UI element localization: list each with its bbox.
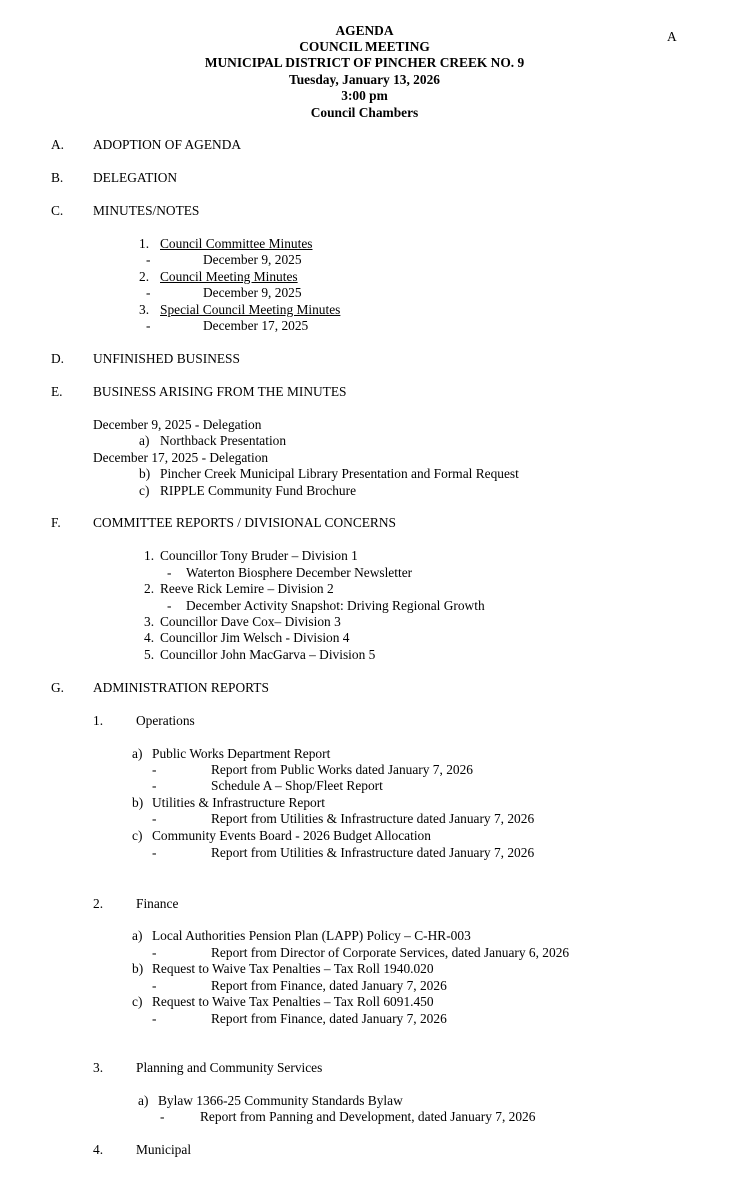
list-item-subtext: Report from Finance, dated January 7, 2026 — [211, 1011, 447, 1026]
minutes-item-link[interactable]: Special Council Meeting Minutes — [160, 302, 341, 317]
subsection-number: 4. — [93, 1142, 104, 1157]
list-item-text: Reeve Rick Lemire – Division 2 — [160, 581, 334, 596]
list-item-text: Local Authorities Pension Plan (LAPP) Policy – C-HR-003 — [152, 928, 471, 943]
list-item-text: Councillor Tony Bruder – Division 1 — [160, 548, 358, 563]
minutes-item-date: December 17, 2025 — [203, 318, 309, 333]
list-item-text: RIPPLE Community Fund Brochure — [160, 483, 357, 498]
header-line-date: Tuesday, January 13, 2026 — [289, 72, 440, 87]
list-item-label: c) — [132, 828, 143, 843]
list-item-number: 3. — [144, 614, 155, 629]
header-line-time: 3:00 pm — [341, 88, 388, 103]
subsection-title-operations: Operations — [136, 713, 195, 728]
subsection-number: 2. — [93, 896, 104, 911]
section-letter-d: D. — [51, 351, 65, 366]
page-corner-mark: A — [667, 29, 677, 44]
list-item-label: b) — [139, 466, 151, 481]
section-title-business-arising: BUSINESS ARISING FROM THE MINUTES — [93, 384, 347, 399]
section-title-delegation: DELEGATION — [93, 170, 178, 185]
section-title-minutes: MINUTES/NOTES — [93, 203, 200, 218]
list-item-subtext: Report from Finance, dated January 7, 2026 — [211, 978, 447, 993]
list-item-dash: - — [152, 1011, 157, 1026]
list-item-dash: - — [167, 565, 172, 580]
minutes-item-link[interactable]: Council Committee Minutes — [160, 236, 313, 251]
section-letter-e: E. — [51, 384, 63, 399]
minutes-item-number: 1. — [139, 236, 150, 251]
section-title-unfinished: UNFINISHED BUSINESS — [93, 351, 240, 366]
list-item-text: Community Events Board - 2026 Budget Allocation — [152, 828, 431, 843]
list-item-text: Pincher Creek Municipal Library Presentation and Formal Request — [160, 466, 519, 481]
minutes-item-dash: - — [146, 318, 151, 333]
list-item-dash: - — [167, 598, 172, 613]
list-item-subtext: Schedule A – Shop/Fleet Report — [211, 778, 383, 793]
list-item-dash: - — [160, 1109, 165, 1124]
header-line-meeting: COUNCIL MEETING — [299, 39, 430, 54]
minutes-item-dash: - — [146, 252, 151, 267]
minutes-item-dash: - — [146, 285, 151, 300]
subsection-number: 1. — [93, 713, 104, 728]
subsection-title-finance: Finance — [136, 896, 179, 911]
header-line-location: Council Chambers — [310, 105, 419, 120]
list-item-text: Councillor Jim Welsch - Division 4 — [160, 630, 350, 645]
list-item-dash: - — [152, 811, 157, 826]
list-item-text: Bylaw 1366-25 Community Standards Bylaw — [158, 1093, 403, 1108]
section-title-adoption: ADOPTION OF AGENDA — [93, 137, 242, 152]
list-item-number: 2. — [144, 581, 155, 596]
list-item-label: b) — [132, 961, 144, 976]
list-item-text: Councillor John MacGarva – Division 5 — [160, 647, 376, 662]
section-title-committee-reports: COMMITTEE REPORTS / DIVISIONAL CONCERNS — [93, 515, 396, 530]
list-item-text: Councillor Dave Cox– Division 3 — [160, 614, 341, 629]
list-item-subtext: Report from Public Works dated January 7, 2026 — [211, 762, 473, 777]
list-item-dash: - — [152, 945, 157, 960]
list-item-dash: - — [152, 762, 157, 777]
list-item-subtext: Report from Director of Corporate Services, dated January 6, 2026 — [211, 945, 570, 960]
section-letter-c: C. — [51, 203, 64, 218]
list-item-text: Request to Waive Tax Penalties – Tax Roll 6091.450 — [152, 994, 434, 1009]
list-item-number: 4. — [144, 630, 155, 645]
list-item-dash: - — [152, 845, 157, 860]
list-item-text: Northback Presentation — [160, 433, 287, 448]
list-item-text: Request to Waive Tax Penalties – Tax Roll 1940.020 — [152, 961, 434, 976]
minutes-item-date: December 9, 2025 — [203, 252, 302, 267]
list-item-number: 1. — [144, 548, 155, 563]
list-item-dash: - — [152, 978, 157, 993]
header-line-agenda: AGENDA — [335, 23, 394, 38]
delegation-group-heading: December 9, 2025 - Delegation — [93, 417, 262, 432]
section-title-administration: ADMINISTRATION REPORTS — [93, 680, 269, 695]
minutes-item-date: December 9, 2025 — [203, 285, 302, 300]
list-item-dash: - — [152, 778, 157, 793]
list-item-text: Utilities & Infrastructure Report — [152, 795, 325, 810]
minutes-item-link[interactable]: Council Meeting Minutes — [160, 269, 298, 284]
list-item-subtext: Report from Panning and Development, dated January 7, 2026 — [200, 1109, 536, 1124]
list-item-number: 5. — [144, 647, 155, 662]
list-item-label: a) — [132, 746, 143, 761]
list-item-subtext: December Activity Snapshot: Driving Regional Growth — [186, 598, 485, 613]
subsection-number: 3. — [93, 1060, 104, 1075]
section-letter-a: A. — [51, 137, 65, 152]
list-item-subtext: Waterton Biosphere December Newsletter — [186, 565, 413, 580]
list-item-label: c) — [132, 994, 143, 1009]
list-item-label: a) — [132, 928, 143, 943]
list-item-label: a) — [138, 1093, 149, 1108]
minutes-item-number: 3. — [139, 302, 150, 317]
section-letter-g: G. — [51, 680, 65, 695]
list-item-label: a) — [139, 433, 150, 448]
subsection-title-municipal: Municipal — [136, 1142, 192, 1157]
delegation-group-heading: December 17, 2025 - Delegation — [93, 450, 269, 465]
list-item-label: b) — [132, 795, 144, 810]
minutes-item-number: 2. — [139, 269, 150, 284]
list-item-subtext: Report from Utilities & Infrastructure dated January 7, 2026 — [211, 811, 535, 826]
header-line-municipality: MUNICIPAL DISTRICT OF PINCHER CREEK NO. 9 — [204, 55, 525, 70]
section-letter-b: B. — [51, 170, 64, 185]
section-letter-f: F. — [51, 515, 61, 530]
list-item-label: c) — [139, 483, 150, 498]
list-item-text: Public Works Department Report — [152, 746, 331, 761]
list-item-subtext: Report from Utilities & Infrastructure dated January 7, 2026 — [211, 845, 535, 860]
subsection-title-planning: Planning and Community Services — [136, 1060, 323, 1075]
